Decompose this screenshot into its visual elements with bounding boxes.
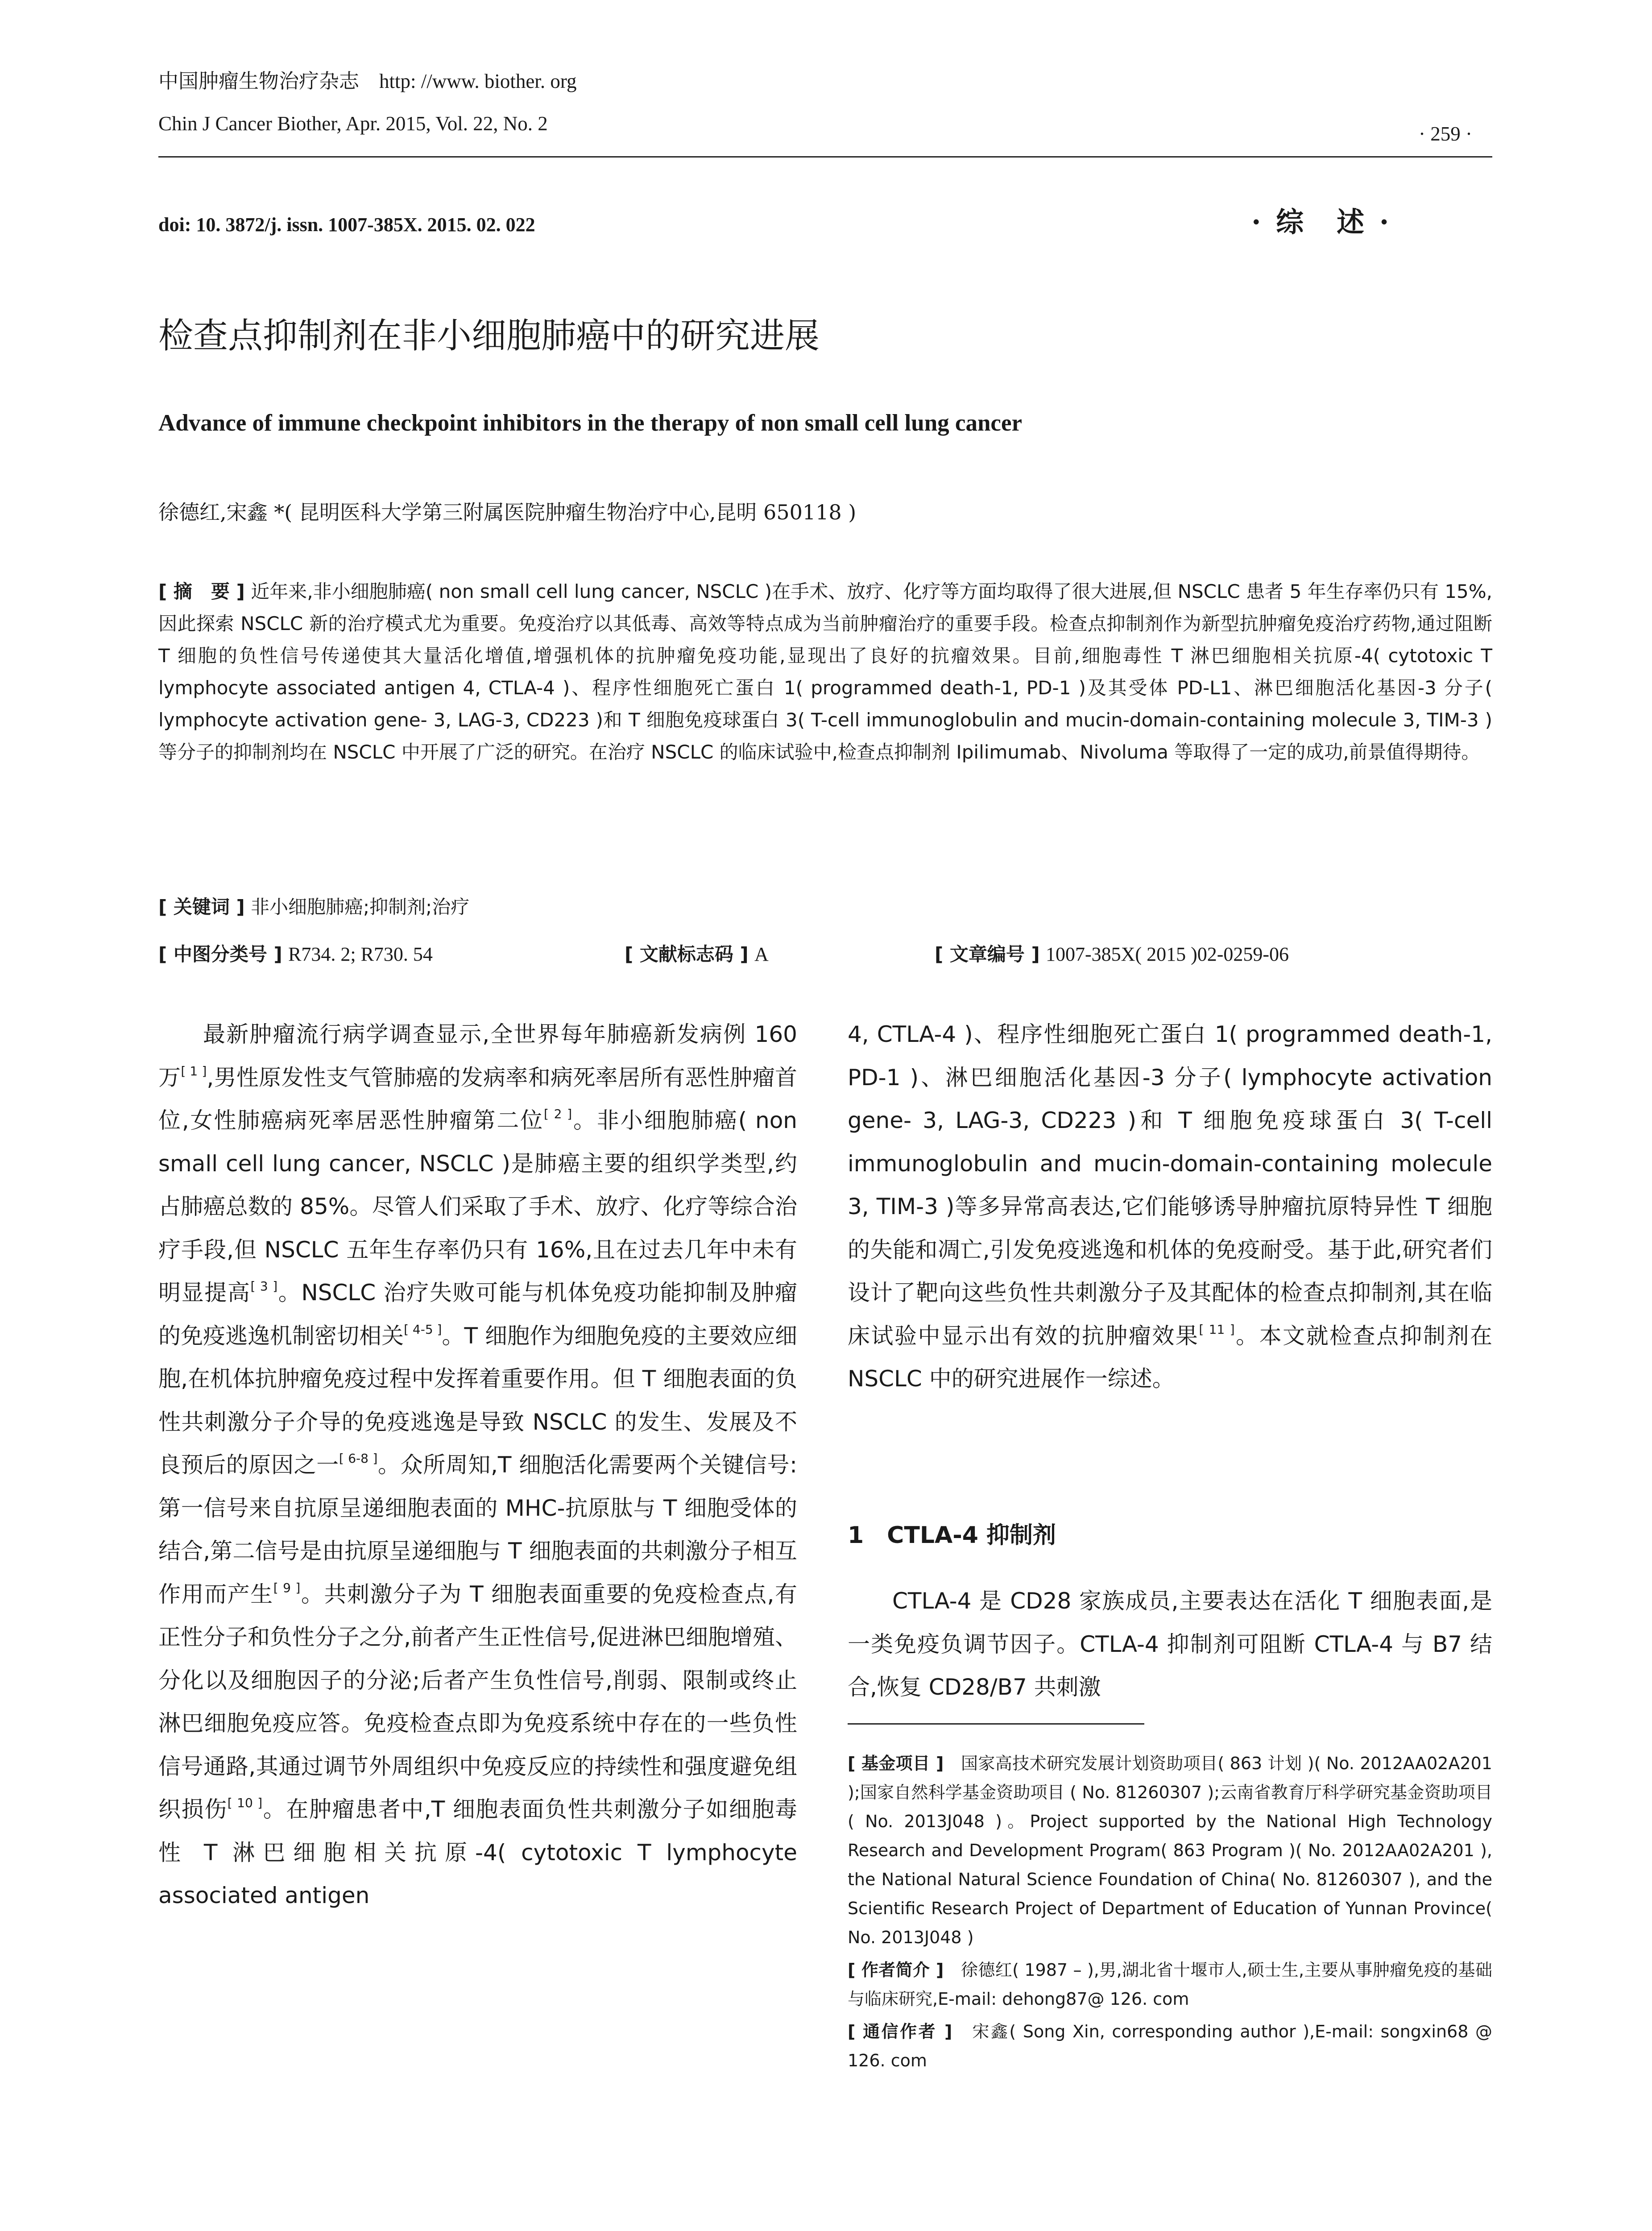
doc-label: [ 文献标志码 ] (625, 943, 749, 965)
right-column-section1 (848, 1580, 1492, 1709)
footnote-text: 徐德红( 1987 – ),男,湖北省十堰市人,硕士生,主要从事肿瘤免疫的基础与临床研究,E-mail: dehong87@ 126. com (848, 1960, 1492, 2009)
citation: [ 1 ] (181, 1063, 207, 1078)
doc-value: A (754, 943, 769, 965)
footnote-label: [ 基金项目 ] (848, 1754, 944, 1773)
text-run: 。共刺激分子为 T 细胞表面重要的免疫检查点,有正性分子和负性分子之分,前者产生正性信号,促进淋巴细胞增殖、分化以及细胞因子的分泌;后者产生负性信号,削弱、限制或终止淋巴细胞免疫应答。免疫检查点即为免疫系统中存在的一些负性信号通路,其通过调节外周组织中免疫反应的持续性和强度避免组织损伤 (158, 1581, 797, 1822)
body-paragraph (848, 1013, 1492, 1401)
text-run: 。NSCLC 治疗失败可能与机体免疫功能抑制及肿瘤的免疫逃逸机制密切相关 (158, 1280, 798, 1349)
footnote-author (848, 1956, 1492, 2014)
footnote-text: 国家高技术研究发展计划资助项目( 863 计划 )( No. 2012AA02A201 );国家自然科学基金资助项目 ( No. 81260307 );云南省教育厅科学研究基金资助项目( No. 2013J048 )。Project supported by the National High Technology Research and Development Program( 863 Program )( No. 2012AA02A201 ), the National Natural Science Foundation of China( No. 81260307 ), and the Scientific Research Project of Department of Education of Yunnan Province( No. 2013J048 ) (848, 1754, 1492, 1947)
right-column (848, 1013, 1492, 1401)
text-run: 4, CTLA-4 )、程序性细胞死亡蛋白 1( programmed death-1, PD-1 )、淋巴细胞活化基因-3 分子( lymphocyte activation gene- 3, LAG-3, CD223 )和 T 细胞免疫球蛋白 3( T-cell immunoglobulin and mucin-domain-containing molecule 3, TIM-3 )等多异常高表达,它们能够诱导肿瘤抗原特异性 T 细胞的失能和凋亡,引发免疫逃逸和机体的免疫耐受。基于此,研究者们设计了靶向这些负性共刺激分子及其配体的检查点抑制剂,其在临床试验中显示出有效的抗肿瘤效果 (848, 1021, 1492, 1349)
footnote-label: [ 通信作者 ] (848, 2022, 952, 2041)
left-column (158, 1013, 797, 1917)
abstract-text: 近年来,非小细胞肺癌( non small cell lung cancer, NSCLC )在手术、放疗、化疗等方面均取得了很大进展,但 NSCLC 患者 5 年生存率仍只有 15%,因此探索 NSCLC 新的治疗模式尤为重要。免疫治疗以其低毒、高效等特点成为当前肿瘤治疗的重要手段。检查点抑制剂作为新型抗肿瘤免疫治疗药物,通过阻断 T 细胞的负性信号传递使其大量活化增值,增强机体的抗肿瘤免疫功能,显现出了良好的抗瘤效果。目前,细胞毒性 T 淋巴细胞相关抗原-4( cytotoxic T lymphocyte associated antigen 4, CTLA-4 )、程序性细胞死亡蛋白 1( programmed death-1, PD-1 )及其受体 PD-L1、淋巴细胞活化基因-3 分子( lymphocyte activation gene- 3, LAG-3, CD223 )和 T 细胞免疫球蛋白 3( T-cell immunoglobulin and mucin-domain-containing molecule 3, TIM-3 )等分子的抑制剂均在 NSCLC 中开展了广泛的研究。在治疗 NSCLC 的临床试验中,检查点抑制剂 Ipilimumab、Nivoluma 等取得了一定的成功,前景值得期待。 (158, 581, 1492, 763)
keywords (158, 892, 469, 919)
art-value: 1007-385X( 2015 )02-0259-06 (1046, 943, 1289, 965)
doi: doi: 10. 3872/j. issn. 1007-385X. 2015. 02. 022 (158, 214, 535, 236)
header-rule (158, 156, 1492, 158)
footnote-rule (848, 1723, 1144, 1725)
text-run: 最新肿瘤流行病学调查显示,全世界每年肺癌新发病例 160 万 (158, 1021, 797, 1091)
citation: [ 2 ] (544, 1107, 572, 1121)
abstract-label: [ 摘 要 ] (158, 581, 245, 602)
text-run: 。非小细胞肺癌( non small cell lung cancer, NSCLC )是肺癌主要的组织学类型,约占肺癌总数的 85%。尽管人们采取了手术、放疗、化疗等综合治疗手段,但 NSCLC 五年生存率仍只有 16%,且在过去几年中未有明显提高 (158, 1107, 797, 1306)
citation: [ 3 ] (250, 1279, 278, 1294)
art-label: [ 文章编号 ] (935, 943, 1040, 965)
text-run: ,男性原发性支气管肺癌的发病率和病死率居所有恶性肿瘤首位,女性肺癌病死率居恶性肿瘤第二位 (158, 1064, 798, 1133)
document-code (625, 940, 769, 966)
citation: [ 9 ] (273, 1580, 301, 1595)
title-zh: 检查点抑制剂在非小细胞肺癌中的研究进展 (158, 316, 820, 356)
abstract (158, 576, 1492, 768)
footnote-corresponding (848, 2017, 1492, 2075)
classification-number (158, 940, 433, 966)
footnote-funding (848, 1749, 1492, 1952)
citation: [ 6-8 ] (339, 1451, 378, 1466)
title-en: Advance of immune checkpoint inhibitors in the therapy of non small cell lung cancer (158, 410, 1023, 436)
text-run: 。在肿瘤患者中,T 细胞表面负性共刺激分子如细胞毒性 T 淋巴细胞相关抗原-4( cytotoxic T lymphocyte associated antigen (158, 1796, 798, 1908)
keywords-text: 非小细胞肺癌;抑制剂;治疗 (251, 896, 470, 918)
body-paragraph: CTLA-4 是 CD28 家族成员,主要表达在活化 T 细胞表面,是一类免疫负调节因子。CTLA-4 抑制剂可阻断 CTLA-4 与 B7 结合,恢复 CD28/B7 共刺激 (848, 1588, 1492, 1700)
text-run: 。众所周知,T 细胞活化需要两个关键信号:第一信号来自抗原呈递细胞表面的 MHC-抗原肽与 T 细胞受体的结合,第二信号是由抗原呈递细胞与 T 细胞表面的共刺激分子相互作用而产生 (158, 1452, 797, 1607)
clc-label: [ 中图分类号 ] (158, 943, 282, 965)
journal-name-zh: 中国肿瘤生物治疗杂志 http: //www. biother. org (158, 70, 577, 92)
journal-citation-en: Chin J Cancer Biother, Apr. 2015, Vol. 22, No. 2 (158, 112, 548, 135)
body-paragraph (158, 1013, 797, 1917)
citation: [ 10 ] (227, 1796, 263, 1810)
authors: 徐德红,宋鑫 *( 昆明医科大学第三附属医院肿瘤生物治疗中心,昆明 650118 ) (158, 500, 857, 524)
text-run: 。本文就检查点抑制剂在 NSCLC 中的研究进展作一综述。 (848, 1323, 1493, 1392)
footnote-label: [ 作者简介 ] (848, 1960, 944, 1980)
article-number (935, 940, 1289, 966)
page-number: · 259 · (1419, 123, 1472, 145)
clc-value: R734. 2; R730. 54 (288, 943, 433, 965)
citation: [ 4-5 ] (404, 1322, 442, 1337)
text-run: 。T 细胞作为细胞免疫的主要效应细胞,在机体抗肿瘤免疫过程中发挥着重要作用。但 T 细胞表面的负性共刺激分子介导的免疫逃逸是导致 NSCLC 的发生、发展及不良预后的原因之一 (158, 1323, 798, 1478)
citation: [ 11 ] (1199, 1322, 1235, 1337)
section-heading-1: 1 CTLA-4 抑制剂 (848, 1522, 1056, 1549)
footnote-text: 宋鑫( Song Xin, corresponding author ),E-mail: songxin68 @ 126. com (848, 2022, 1492, 2070)
column-tag: · 综 述 · (1251, 206, 1392, 238)
footnotes (848, 1749, 1492, 2079)
keywords-label: [ 关键词 ] (158, 896, 245, 918)
